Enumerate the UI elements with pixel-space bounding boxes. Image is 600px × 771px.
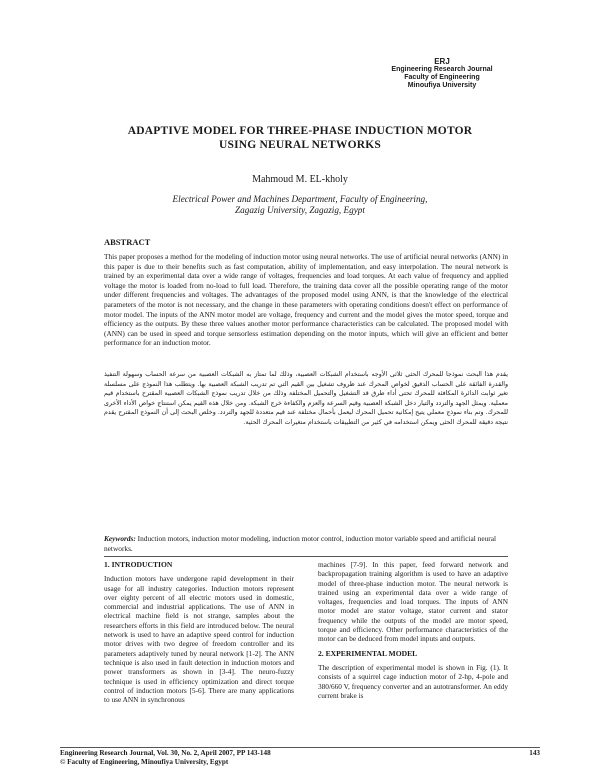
- footer-divider: [60, 747, 540, 748]
- paper-title-line-1: ADAPTIVE MODEL FOR THREE-PHASE INDUCTION MOTOR: [127, 125, 473, 137]
- affiliation-line-2: Zagazig University, Zagazig, Egypt: [235, 205, 365, 215]
- introduction-continued-text: machines [7-9]. In this paper, feed forward network and backpropagation training algorithm is used to have an adaptive model of three-phase induction motor. The neural network is trained using an experimental data over a wide range of voltages, frequencies and load torques. The inputs of ANN motor model are stator voltage, stator current and stator frequency while the outputs of the model are motor speed, torque and efficiency. Other performance characteristics of the motor can be deduced from model inputs and outputs.: [318, 560, 508, 644]
- page-footer: [60, 749, 540, 767]
- right-column: [318, 560, 508, 700]
- journal-header: [372, 58, 512, 90]
- divider: [104, 556, 508, 557]
- affiliation-line-1: Electrical Power and Machines Department, Faculty of Engineering,: [172, 194, 428, 204]
- journal-faculty: Faculty of Engineering: [404, 74, 480, 81]
- author-name: Mahmoud M. EL-kholy: [252, 174, 348, 185]
- keywords-label: Keywords:: [104, 534, 136, 543]
- paper-title-line-2: USING NEURAL NETWORKS: [218, 139, 382, 151]
- footer-copyright: © Faculty of Engineering, Minoufiya University, Egypt: [60, 758, 229, 766]
- experimental-model-text: The description of experimental model is shown in Fig. (1). It consists of a squirrel cage induction motor of 2-hp, 4-pole and 380/660 V, frequency converter and an autotransformer. An eddy current brake is: [318, 662, 508, 700]
- arabic-abstract: يقدم هذا البحث نموذجا للمحرك الحثى ثلاثى الأوجه باستخدام الشبكات العصبية، وذلك لما تمتاز به الشبكات العصبية من سرعة الحساب وسهولة التنفيذ والقدرة الفائقة على الحساب الدقيق لخواص المحرك عند ظروف تشغيل بين القيم التي تم تدريب الشبكة العصبية بها. ويتطلب هذا النموذج على مسلسلة تغير ثوابت الدائرة المكافئة للمحرك تحتى أداء طرق قد التشغيل والتحميل المختلفة وذلك من خلال تدريب نموذج الشبكات العصبية المقترح باستخدام قيم معملية. ويمثل الجهد والتردد والتيار دخل الشبكة العصبية وقيم السرعة والعزم والكفاءة خرج الشبكة. ومن خلال هذه القيم يمكن استنتاج خواص الأداء الأخرى للمحرك. وتم بناء نموذج معملي يتيح إمكانية تحميل المحرك ليعمل بأحمال مختلفة عند قيم متعددة للجهد والتردد. وخلص البحث إلى أن النموذج المقترح يقدم نتيجة دقيقة للمحرك الحثى ويمكن استخدامه في كثير من التطبيقات باستخدام متغيرات المحرك الحثية.: [104, 371, 508, 426]
- abstract-heading: ABSTRACT: [104, 237, 151, 247]
- page-number: 143: [529, 749, 540, 757]
- journal-name: Engineering Research Journal: [391, 66, 493, 73]
- author-affiliation: [60, 194, 540, 216]
- abstract-text: This paper proposes a method for the modeling of induction motor using neural networks. The use of artificial neural networks (ANN) in this paper is due to their benefits such as fast computation, ability of implementation, and easy interpolation. The neural network is trained by an experimental data over a wide range of voltages, frequencies and load torques. At each value of frequency and applied voltage the motor is loaded from no-load to full load. Therefore, the training data cover all the possible operating range of the motor under different frequencies and voltages. The advantages of the proposed model using ANN, is that the knowledge of the electrical parameters of the motor is not necessary, and the change in these parameters with operating conditions doesn't effect on performance of motor model. The inputs of the ANN motor model are voltage, frequency and current and the model gives the motor speed, torque and efficiency as the outputs. By these three values another motor performance characteristics can be calculated. The proposed model with (ANN) can be used in speed and torque sensorless estimation depending on the motor inputs, which will give an efficient and better performance for an induction motor.: [104, 252, 508, 348]
- keywords-text: Induction motors, induction motor modeling, induction motor control, induction motor variable speed and artificial neural networks.: [104, 534, 497, 553]
- keywords: [104, 534, 508, 553]
- experimental-model-heading: 2. EXPERIMENTAL MODEL: [318, 648, 418, 658]
- introduction-heading: 1. INTRODUCTION: [104, 560, 173, 569]
- footer-citation: Engineering Research Journal, Vol. 30, No. 2, April 2007, PP 143-148: [60, 749, 271, 757]
- journal-university: Minoufiya University: [407, 82, 477, 89]
- journal-code: ERJ: [434, 57, 450, 66]
- introduction-text: Induction motors have undergone rapid development in their usage for all industry categories. Induction motors represent over eighty percent of all electric motors used in domestic, commercial and industrial applications. The use of ANN in electrical machine field is not strange, samples about the researchers efforts in this field are introduced below. The neural network is used to have an adaptive speed control for induction motor drives with two degree of freedom controller and its parameters adaptively tuned by neural network [1-2]. The ANN technique is also used in fault detection in induction motors and power transformers as shown in [3-4]. The neuro-fuzzy technique is used in efficiency optimization and direct torque control of induction motors [5-6]. There are many applications to use ANN in synchronous: [104, 574, 294, 705]
- paper-title: [60, 124, 540, 152]
- left-column: [104, 560, 294, 704]
